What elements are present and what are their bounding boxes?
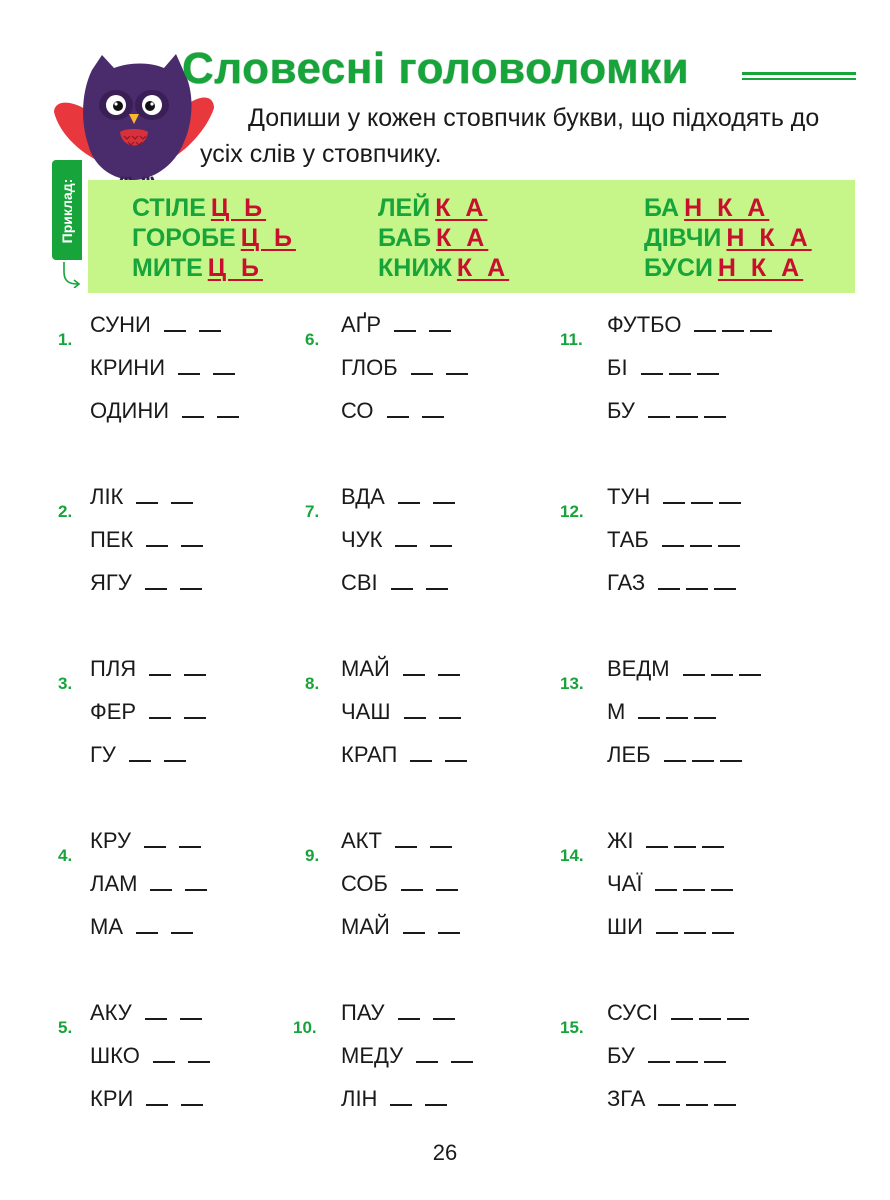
example-row	[378, 253, 509, 283]
exercise-word: МАЙ	[341, 914, 390, 939]
exercise-word: АҐР	[341, 312, 382, 337]
letter-blank[interactable]	[433, 1004, 455, 1020]
letter-blank[interactable]	[404, 703, 426, 719]
exercise-word: МАЙ	[341, 656, 390, 681]
exercise-word-line	[341, 828, 452, 854]
exercise-word: МЕДУ	[341, 1043, 404, 1068]
letter-blank[interactable]	[416, 1047, 438, 1063]
exercise-word: СОБ	[341, 871, 388, 896]
letter-blank[interactable]	[149, 660, 171, 676]
exercise-number: 14.	[560, 846, 584, 865]
example-row	[378, 223, 509, 253]
exercise-word: ГУ	[90, 742, 116, 767]
example-word: МИТЕ	[132, 254, 203, 282]
exercise-word: ЖІ	[607, 828, 634, 853]
exercise-word-line	[341, 355, 468, 381]
letter-blank[interactable]	[185, 875, 207, 891]
exercise-word: ФУТБО	[607, 312, 682, 337]
exercise-word: КРУ	[90, 828, 131, 853]
example-row	[132, 253, 296, 283]
exercise-word-line	[607, 527, 740, 553]
exercise-number: 11.	[560, 330, 583, 349]
example-column-2	[378, 193, 509, 283]
example-answer: Н К А	[684, 194, 770, 222]
letter-blank[interactable]	[433, 488, 455, 504]
letter-blank[interactable]	[720, 746, 742, 762]
page-title: Словесні головоломки	[182, 44, 690, 93]
example-answer: К А	[456, 254, 510, 282]
exercise-number: 15.	[560, 1018, 584, 1037]
title-underline	[742, 72, 856, 75]
exercise-word: ЗГА	[607, 1086, 646, 1111]
letter-blank[interactable]	[171, 918, 193, 934]
page-number: 26	[432, 1140, 458, 1165]
letter-blank[interactable]	[674, 832, 696, 848]
exercise-word: АКУ	[90, 1000, 132, 1025]
letter-blank[interactable]	[184, 703, 206, 719]
exercise-word: АКТ	[341, 828, 382, 853]
exercise-word-line	[341, 484, 455, 510]
exercise-word: БУ	[607, 1043, 635, 1068]
exercise-word-line	[607, 1086, 736, 1112]
exercise-word-line	[607, 828, 724, 854]
letter-blank[interactable]	[739, 660, 761, 676]
exercise-number: 4.	[58, 846, 73, 865]
exercise-word: БУ	[607, 398, 635, 423]
exercise-word: КРИНИ	[90, 355, 166, 380]
letter-blank[interactable]	[638, 703, 660, 719]
letter-blank[interactable]	[714, 574, 736, 590]
exercise-word-line	[90, 656, 206, 682]
exercise-word: ГЛОБ	[341, 355, 398, 380]
letter-blank[interactable]	[436, 875, 458, 891]
letter-blank[interactable]	[403, 660, 425, 676]
exercise-word-line	[90, 1000, 202, 1026]
exercise-word: ЛАМ	[90, 871, 138, 896]
letter-blank[interactable]	[438, 918, 460, 934]
letter-blank[interactable]	[129, 746, 151, 762]
exercise-number: 8.	[305, 674, 320, 693]
exercise-word-line	[341, 312, 451, 338]
letter-blank[interactable]	[663, 488, 685, 504]
exercise-word-line	[90, 312, 221, 338]
letter-blank[interactable]	[425, 1090, 447, 1106]
example-row	[378, 193, 509, 223]
letter-blank[interactable]	[411, 359, 433, 375]
example-answer: Н К А	[717, 254, 804, 282]
letter-blank[interactable]	[146, 1090, 168, 1106]
example-answer: Ц Ь	[207, 254, 263, 282]
exercise-word: ГАЗ	[607, 570, 646, 595]
exercise-number: 5.	[58, 1018, 73, 1037]
letter-blank[interactable]	[149, 703, 171, 719]
letter-blank[interactable]	[446, 359, 468, 375]
example-word: ЛЕЙ	[378, 194, 431, 222]
letter-blank[interactable]	[683, 875, 705, 891]
exercise-word: КРИ	[90, 1086, 134, 1111]
exercise-word: ФЕР	[90, 699, 137, 724]
letter-blank[interactable]	[188, 1047, 210, 1063]
exercise-word: ВДА	[341, 484, 385, 509]
exercise-word-line	[90, 871, 207, 897]
exercise-word: ЛІН	[341, 1086, 378, 1111]
example-answer: К А	[436, 224, 489, 252]
letter-blank[interactable]	[669, 359, 691, 375]
exercise-word: ЧАЇ	[607, 871, 643, 896]
example-column-3	[644, 193, 812, 283]
letter-blank[interactable]	[711, 660, 733, 676]
letter-blank[interactable]	[692, 746, 714, 762]
exercise-word: ТАБ	[607, 527, 649, 552]
exercise-number: 2.	[58, 502, 73, 521]
exercise-word-line	[90, 484, 193, 510]
exercise-word-line	[341, 1043, 473, 1069]
exercise-word-line	[607, 1000, 749, 1026]
exercise-number: 13.	[560, 674, 584, 693]
letter-blank[interactable]	[387, 402, 409, 418]
letter-blank[interactable]	[704, 1047, 726, 1063]
exercise-number: 6.	[305, 330, 320, 349]
letter-blank[interactable]	[690, 531, 712, 547]
exercise-word-line	[607, 742, 742, 768]
exercise-word-line	[607, 570, 736, 596]
letter-blank[interactable]	[184, 660, 206, 676]
exercise-word: СУНИ	[90, 312, 151, 337]
exercise-number: 10.	[293, 1018, 317, 1037]
exercise-word: КРАП	[341, 742, 398, 767]
letter-blank[interactable]	[430, 832, 452, 848]
letter-blank[interactable]	[199, 316, 221, 332]
exercise-word: БІ	[607, 355, 628, 380]
letter-blank[interactable]	[391, 574, 413, 590]
letter-blank[interactable]	[429, 316, 451, 332]
letter-blank[interactable]	[394, 316, 416, 332]
example-word: ГОРОБЕ	[132, 224, 236, 252]
exercise-number: 3.	[58, 674, 73, 693]
example-answer: Ц Ь	[210, 194, 267, 222]
exercise-word: ТУН	[607, 484, 651, 509]
letter-blank[interactable]	[686, 1090, 708, 1106]
exercise-word-line	[607, 914, 734, 940]
exercise-word-line	[90, 742, 186, 768]
example-answer: К А	[435, 194, 488, 222]
letter-blank[interactable]	[702, 832, 724, 848]
letter-blank[interactable]	[658, 1090, 680, 1106]
example-word: БАБ	[378, 224, 432, 252]
letter-blank[interactable]	[179, 832, 201, 848]
exercise-word-line	[607, 699, 716, 725]
exercise-word: МА	[90, 914, 123, 939]
letter-blank[interactable]	[656, 918, 678, 934]
letter-blank[interactable]	[686, 574, 708, 590]
exercise-word: ЛІК	[90, 484, 124, 509]
letter-blank[interactable]	[426, 574, 448, 590]
letter-blank[interactable]	[664, 746, 686, 762]
letter-blank[interactable]	[655, 875, 677, 891]
title-underline-secondary	[742, 78, 856, 80]
exercise-word-line	[341, 871, 458, 897]
letter-blank[interactable]	[182, 402, 204, 418]
letter-blank[interactable]	[390, 1090, 412, 1106]
exercise-word: ШИ	[607, 914, 643, 939]
example-word: СТІЛЕ	[132, 194, 206, 222]
letter-blank[interactable]	[704, 402, 726, 418]
letter-blank[interactable]	[697, 359, 719, 375]
example-row	[644, 223, 812, 253]
letter-blank[interactable]	[711, 875, 733, 891]
letter-blank[interactable]	[445, 746, 467, 762]
instruction-text: Допиши у кожен стовпчик букви, що підходять до усіх слів у стовпчику.	[200, 104, 820, 168]
letter-blank[interactable]	[398, 488, 420, 504]
exercise-number: 1.	[58, 330, 73, 349]
letter-blank[interactable]	[422, 402, 444, 418]
letter-blank[interactable]	[694, 703, 716, 719]
letter-blank[interactable]	[694, 316, 716, 332]
letter-blank[interactable]	[719, 488, 741, 504]
example-row	[644, 193, 812, 223]
letter-blank[interactable]	[727, 1004, 749, 1020]
exercise-word: ПАУ	[341, 1000, 385, 1025]
exercise-number: 12.	[560, 502, 584, 521]
letter-blank[interactable]	[430, 531, 452, 547]
exercise-word-line	[341, 570, 448, 596]
letter-blank[interactable]	[145, 1004, 167, 1020]
exercise-word-line	[341, 914, 460, 940]
exercise-word-line	[607, 355, 719, 381]
letter-blank[interactable]	[136, 918, 158, 934]
letter-blank[interactable]	[181, 1090, 203, 1106]
exercise-word: ШКО	[90, 1043, 140, 1068]
exercise-word: ЧУК	[341, 527, 383, 552]
letter-blank[interactable]	[146, 531, 168, 547]
letter-blank[interactable]	[648, 402, 670, 418]
example-row	[132, 223, 296, 253]
letter-blank[interactable]	[451, 1047, 473, 1063]
exercise-word: СВІ	[341, 570, 378, 595]
exercise-word-line	[341, 1086, 447, 1112]
exercise-word: ОДИНИ	[90, 398, 170, 423]
exercise-word: СО	[341, 398, 374, 423]
exercise-word-line	[607, 656, 761, 682]
example-word: БА	[644, 194, 680, 222]
letter-blank[interactable]	[395, 531, 417, 547]
example-answer: Н К А	[726, 224, 812, 252]
letter-blank[interactable]	[658, 574, 680, 590]
letter-blank[interactable]	[671, 1004, 693, 1020]
example-column-1	[132, 193, 296, 283]
exercise-word-line	[90, 1043, 210, 1069]
exercise-word-line	[607, 484, 741, 510]
letter-blank[interactable]	[714, 1090, 736, 1106]
letter-blank[interactable]	[153, 1047, 175, 1063]
example-answer: Ц Ь	[240, 224, 296, 252]
exercise-word-line	[341, 527, 452, 553]
exercise-word: ВЕДМ	[607, 656, 670, 681]
exercise-word-line	[341, 398, 444, 424]
exercise-word-line	[607, 398, 726, 424]
letter-blank[interactable]	[683, 660, 705, 676]
letter-blank[interactable]	[164, 316, 186, 332]
letter-blank[interactable]	[676, 1047, 698, 1063]
exercise-word-line	[90, 355, 235, 381]
exercise-word: ЧАШ	[341, 699, 391, 724]
letter-blank[interactable]	[646, 832, 668, 848]
arrow-icon	[56, 262, 82, 288]
example-row	[132, 193, 296, 223]
letter-blank[interactable]	[164, 746, 186, 762]
exercise-word-line	[90, 1086, 203, 1112]
letter-blank[interactable]	[171, 488, 193, 504]
letter-blank[interactable]	[722, 316, 744, 332]
exercise-number: 7.	[305, 502, 320, 521]
example-word: БУСИ	[644, 254, 713, 282]
example-word: КНИЖ	[378, 254, 452, 282]
exercise-word-line	[341, 656, 460, 682]
exercise-word-line	[90, 699, 206, 725]
exercise-word-line	[90, 570, 202, 596]
letter-blank[interactable]	[750, 316, 772, 332]
letter-blank[interactable]	[684, 918, 706, 934]
letter-blank[interactable]	[178, 359, 200, 375]
exercise-word-line	[90, 398, 239, 424]
exercise-word-line	[90, 914, 193, 940]
exercise-word: СУСІ	[607, 1000, 659, 1025]
example-row	[644, 253, 812, 283]
letter-blank[interactable]	[666, 703, 688, 719]
exercise-word-line	[341, 699, 461, 725]
exercise-word-line	[341, 742, 467, 768]
exercise-word-line	[607, 312, 772, 338]
letter-blank[interactable]	[144, 832, 166, 848]
letter-blank[interactable]	[662, 531, 684, 547]
letter-blank[interactable]	[180, 574, 202, 590]
letter-blank[interactable]	[712, 918, 734, 934]
exercise-word-line	[607, 871, 733, 897]
exercise-word: М	[607, 699, 626, 724]
letter-blank[interactable]	[438, 660, 460, 676]
letter-blank[interactable]	[676, 402, 698, 418]
exercise-word-line	[90, 828, 201, 854]
letter-blank[interactable]	[648, 1047, 670, 1063]
letter-blank[interactable]	[699, 1004, 721, 1020]
letter-blank[interactable]	[641, 359, 663, 375]
letter-blank[interactable]	[403, 918, 425, 934]
letter-blank[interactable]	[181, 531, 203, 547]
exercise-word: ЛЕБ	[607, 742, 651, 767]
exercise-number: 9.	[305, 846, 320, 865]
exercise-word-line	[90, 527, 203, 553]
exercise-word: ЯГУ	[90, 570, 132, 595]
letter-blank[interactable]	[136, 488, 158, 504]
letter-blank[interactable]	[410, 746, 432, 762]
letter-blank[interactable]	[401, 875, 423, 891]
letter-blank[interactable]	[398, 1004, 420, 1020]
letter-blank[interactable]	[395, 832, 417, 848]
letter-blank[interactable]	[217, 402, 239, 418]
letter-blank[interactable]	[691, 488, 713, 504]
letter-blank[interactable]	[150, 875, 172, 891]
example-tab-label: Приклад:	[59, 178, 75, 244]
exercise-word: ПЕК	[90, 527, 134, 552]
letter-blank[interactable]	[180, 1004, 202, 1020]
letter-blank[interactable]	[213, 359, 235, 375]
example-word: ДІВЧИ	[644, 224, 722, 252]
exercise-word-line	[341, 1000, 455, 1026]
exercise-word: ПЛЯ	[90, 656, 137, 681]
letter-blank[interactable]	[145, 574, 167, 590]
exercise-word-line	[607, 1043, 726, 1069]
letter-blank[interactable]	[439, 703, 461, 719]
letter-blank[interactable]	[718, 531, 740, 547]
